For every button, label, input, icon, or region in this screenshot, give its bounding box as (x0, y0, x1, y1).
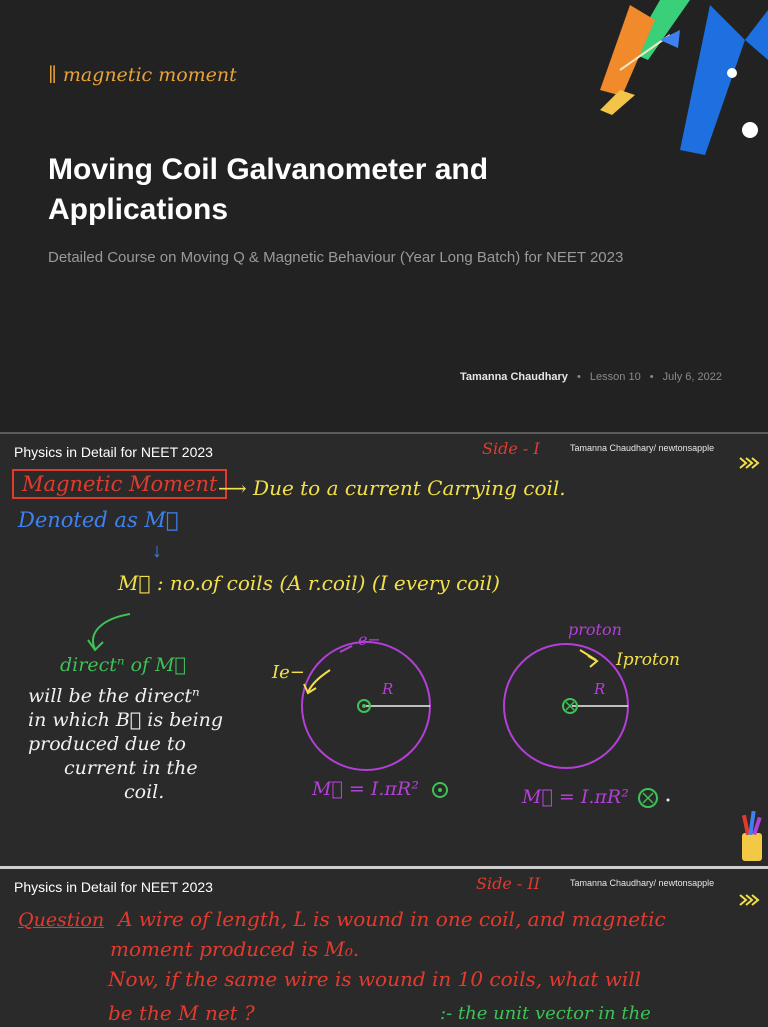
current-electron-label: Ie− (272, 662, 305, 683)
author-name: Tamanna Chaudhary (459, 371, 568, 383)
direction-line: will be the directⁿ (28, 685, 200, 707)
direction-line: produced due to (28, 733, 186, 755)
lesson-number: Lesson 10 (589, 371, 641, 383)
fast-forward-icon[interactable] (738, 893, 760, 907)
cover-slide (0, 0, 768, 432)
question-line: A wire of length, L is wound in one coil, and magnetic (118, 907, 666, 931)
meta-separator: • (577, 371, 581, 383)
slide-credit: Tamanna Chaudhary/ newtonsapple (570, 443, 715, 453)
heading-note: ⟶ Due to a current Carrying coil. (218, 476, 566, 500)
formula-right: M⃗ = I.πR² (522, 786, 629, 808)
course-title: Moving Coil Galvanometer and Applications (48, 153, 489, 226)
cover-handwritten-note: ∥ magnetic moment (48, 64, 237, 86)
direction-line: current in the (64, 757, 198, 779)
current-proton-label: Iproton (616, 650, 680, 670)
denoted-as-text: Denoted as M⃗ (18, 508, 179, 532)
board-slide-2 (0, 866, 768, 1027)
slide-course-title: Physics in Detail for NEET 2023 (14, 879, 213, 895)
rocket-decoration (560, 0, 768, 160)
slide-credit: Tamanna Chaudhary/ newtonsapple (570, 878, 715, 888)
direction-label: directⁿ of M⃗ (60, 654, 186, 676)
magnetic-moment-heading: Magnetic Moment (12, 469, 227, 499)
moment-formula: M⃗ : no.of coils (A r.coil) (I every coil) (118, 571, 500, 595)
direction-line: coil. (124, 781, 165, 803)
question-line: moment produced is M₀. (110, 937, 360, 961)
slide-course-title: Physics in Detail for NEET 2023 (14, 444, 213, 460)
meta-separator: • (649, 371, 654, 383)
radius-label-left: R (382, 680, 394, 698)
unit-vector-note: :- the unit vector in the (440, 1003, 651, 1024)
slide-label: Side - I (482, 439, 540, 458)
pencils-icon (738, 809, 766, 863)
course-subtitle: Detailed Course on Moving Q & Magnetic Behaviour (Year Long Batch) for NEET 2023 (48, 249, 624, 266)
lesson-meta (460, 371, 722, 383)
question-label: Question (18, 909, 105, 931)
lesson-date: July 6, 2022 (662, 371, 722, 383)
electron-label: e− (358, 630, 381, 649)
question-line: be the M net ? (108, 1001, 255, 1025)
question-line: Now, if the same wire is wound in 10 coils, what will (108, 967, 642, 991)
radius-label-right: R (594, 680, 606, 698)
proton-label: proton (568, 620, 622, 639)
direction-line: in which B⃗ is being (28, 709, 224, 731)
down-arrow: ↓ (152, 540, 162, 562)
board-slide-1 (0, 432, 768, 866)
slide-label: Side - II (476, 874, 541, 893)
formula-left: M⃗ = I.πR² (312, 778, 419, 800)
